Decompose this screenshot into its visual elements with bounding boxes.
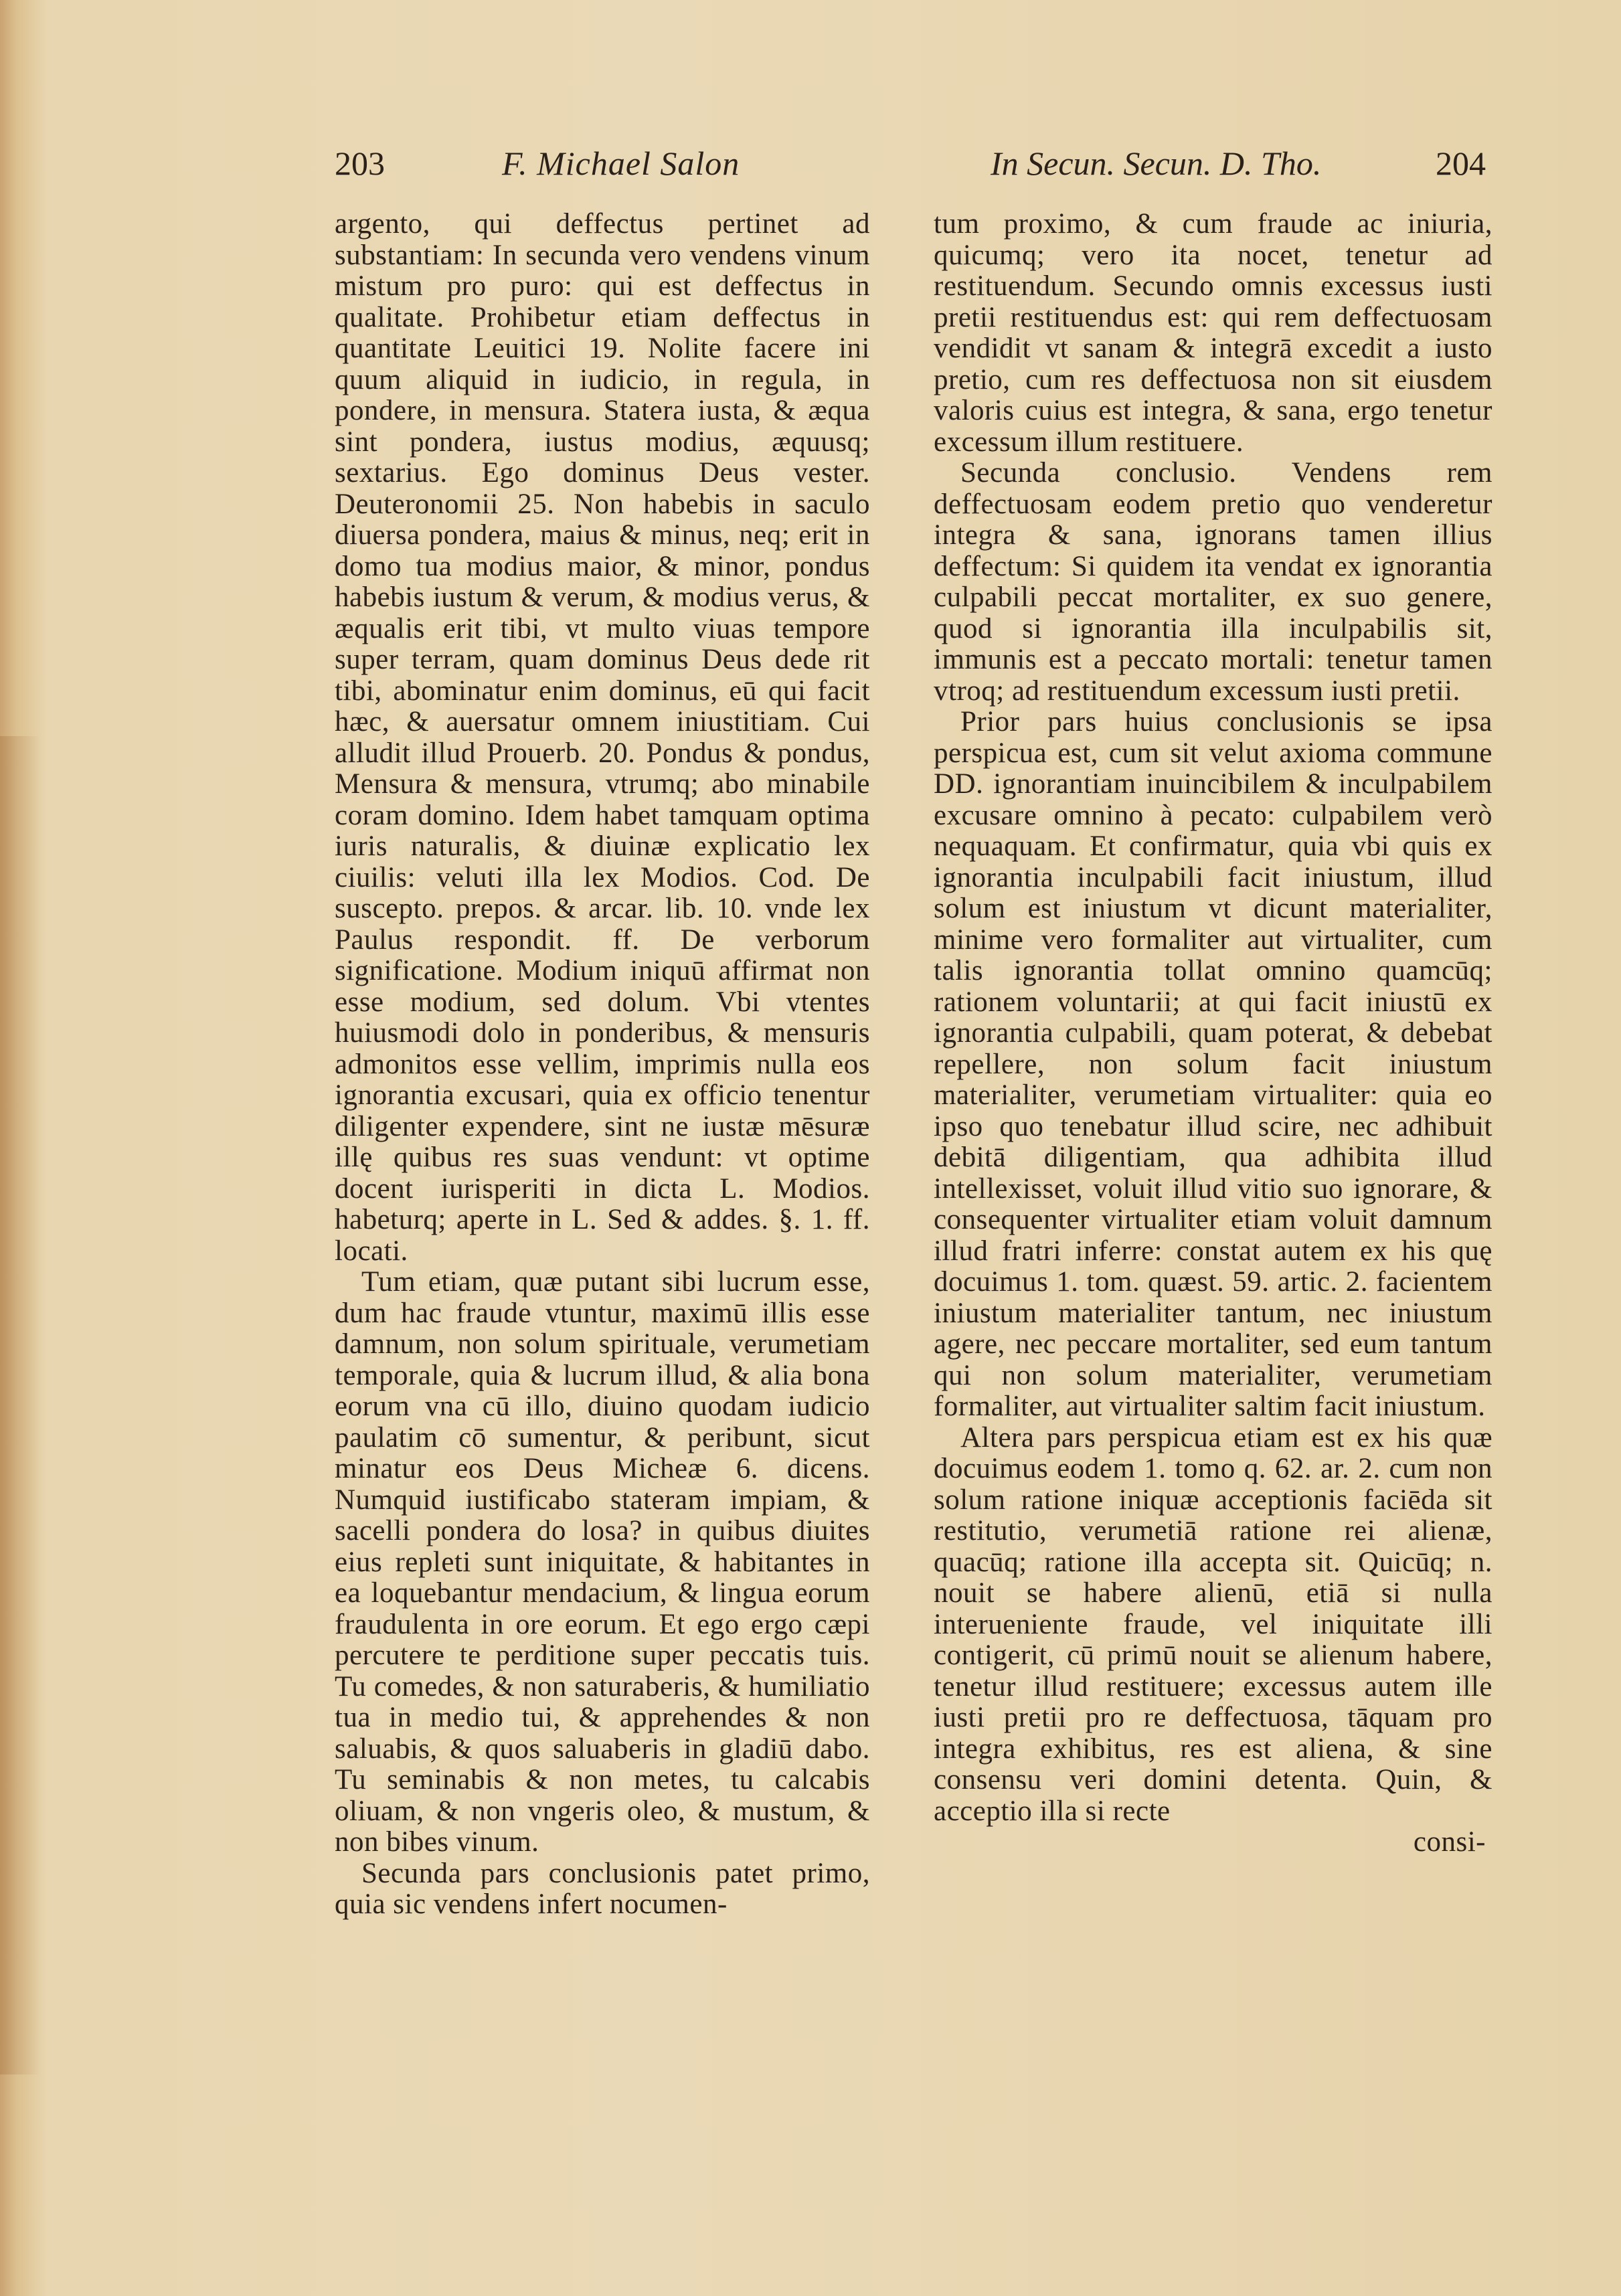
page-edge-stain (0, 736, 40, 2074)
left-page-number: 203 (335, 145, 385, 182)
left-running-title: F. Michael Salon (502, 145, 740, 182)
right-paragraph-3: Prior pars huius conclusionis se ipsa perspicua est, cum sit velut axioma commune DD. ignorantiam inuincibilem & inculpabilem excusare omnino à pecato: culpabilem verò nequaquam. Et confirmatur, quia vbi quis ex ignorantia inculpabili facit iniustum, illud solum est iniustum vt dicunt materialiter, minime vero formaliter aut virtualiter, cum talis ignorantia tollat omnino quamcūq; rationem voluntarii; at qui facit iniustū ex ignorantia culpabili, quam poterat, & debebat repellere, non solum facit iniustum materialiter, verumetiam virtualiter: quia eo ipso quo tenebatur illud scire, nec adhibuit debitā diligentiam, qua adhibita illud intellexisset, voluit illud vitio suo ignorare, & consequenter virtualiter etiam voluit damnum illud fratri inferre: constat autem ex his quę docuimus 1. tom. quæst. 59. artic. 2. facientem iniustum materialiter tantum, nec iniustum agere, nec peccare mortaliter, sed eum tantum qui non solum materialiter, verumetiam formaliter, aut virtualiter saltim facit iniustum. (934, 706, 1492, 1422)
right-running-title: In Secun. Secun. D. Tho. (991, 145, 1322, 182)
right-page-number: 204 (1436, 145, 1486, 182)
left-paragraph-1: argento, qui deffectus pertinet ad substantiam: In secunda vero vendens vinum mistum pro puro: qui est deffectus in qualitate. Prohibetur etiam deffectus in quantitate Leuitici 19. Nolite facere ini quum aliquid in iudicio, in regula, in pondere, in mensura. Statera iusta, & æqua sint pondera, iustus modius, æquusq; sextarius. Ego dominus Deus vester. Deuteronomii 25. Non habebis in saculo diuersa pondera, maius & minus, neq; erit in domo tua modius maior, & minor, pondus habebis iustum & verum, & modius verus, & æqualis erit tibi, vt multo viuas tempore super terram, quam dominus Deus dede rit tibi, abominatur enim dominus, eū qui facit hæc, & auersatur omnem iniustitiam. Cui alludit illud Prouerb. 20. Pondus & pondus, Mensura & mensura, vtrumq; abo minabile coram domino. Idem habet tamquam optima iuris naturalis, & diuinæ explicatio lex ciuilis: veluti illa lex Modios. Cod. De susceptо. prepos. & arcar. lib. 10. vnde lex Paulus respondit. ff. De verborum significatione. Modium iniquū affirmat non esse modium, sed dolum. Vbi vtentes huiusmodi dolo in ponderibus, & mensuris admonitos esse vellim, imprimis nulla eos ignorantia excusari, quia ex officio tenentur diligenter expendere, sint ne iustæ mēsuræ illę quibus res suas vendunt: vt optime docent iurisperiti in dicta L. Modios. habeturq; aperte in L. Sed & addes. §. 1. ff. locati. (335, 208, 870, 1267)
right-paragraph-1: tum proximo, & cum fraude ac iniuria, quicumq; vero ita nocet, tenetur ad restituendum. Secundo omnis excessus iusti pretii restituendus est: qui rem deffectuosam vendidit vt sanam & integrā excedit a iusto pretio, cum res deffectuosa non sit eiusdem valoris cuius est integra, & sana, ergo tenetur excessum illum restituere. (934, 208, 1492, 458)
left-paragraph-3: Secunda pars conclusionis patet primo, quia sic vendens infert nocumen- (335, 1857, 870, 1920)
catchword: consi- (1413, 1826, 1486, 1858)
left-paragraph-2: Tum etiam, quæ putant sibi lucrum esse, dum hac fraude vtuntur, maximū illis esse damnum, non solum spirituale, verumetiam temporale, quia & lucrum illud, & alia bona eorum vna cū illo, diuino quodam iudicio paulatim cō sumentur, & peribunt, sicut minatur eos Deus Micheæ 6. dicens. Numquid iustificabo stateram impiam, & sacelli pondera do losa? in quibus diuites eius repleti sunt iniquitate, & habitantes in ea loquebantur mendacium, & lingua eorum fraudulenta in ore eorum. Et ego ergo cæpi percutere te perditione super peccatis tuis. Tu comedes, & non saturaberis, & humiliatio tua in medio tui, & apprehendes & non saluabis, & quos saluaberis in gladiū dabo. Tu seminabis & non metes, tu calcabis oliuam, & non vngeris oleo, & mustum, & non bibes vinum. (335, 1266, 870, 1858)
right-paragraph-2: Secunda conclusio. Vendens rem deffectuosam eodem pretio quo venderetur integra & sana, ignorans tamen illius deffectum: Si quidem ita vendat ex ignorantia culpabili peccat mortaliter, ex suo genere, quod si ignorantia illa inculpabilis sit, immunis est a peccato mortali: tenetur tamen vtroq; ad restituendum excessum iusti pretii. (934, 457, 1492, 707)
running-header (335, 144, 1486, 191)
right-text-column (934, 209, 1492, 1858)
right-paragraph-4: Altera pars perspicua etiam est ex his quæ docuimus eodem 1. tomo q. 62. ar. 2. cum non solum ratione iniquæ acceptionis faciēda sit restitutio, verumetiā ratione rei alienæ, quacūq; ratione illa accepta sit. Quicūq; n. nouit se habere alienū, etiā si nulla interueniente fraude, vel iniquitate illi contigerit, cū primū nouit se alienum habere, tenetur illud restituere; excessus autem ille iusti pretii pro re deffectuosa, tāquam pro integra exhibitus, res est aliena, & sine consensu veri domini detenta. Quin, & acceptio illa si recte (934, 1421, 1492, 1827)
left-text-column (335, 209, 870, 1921)
